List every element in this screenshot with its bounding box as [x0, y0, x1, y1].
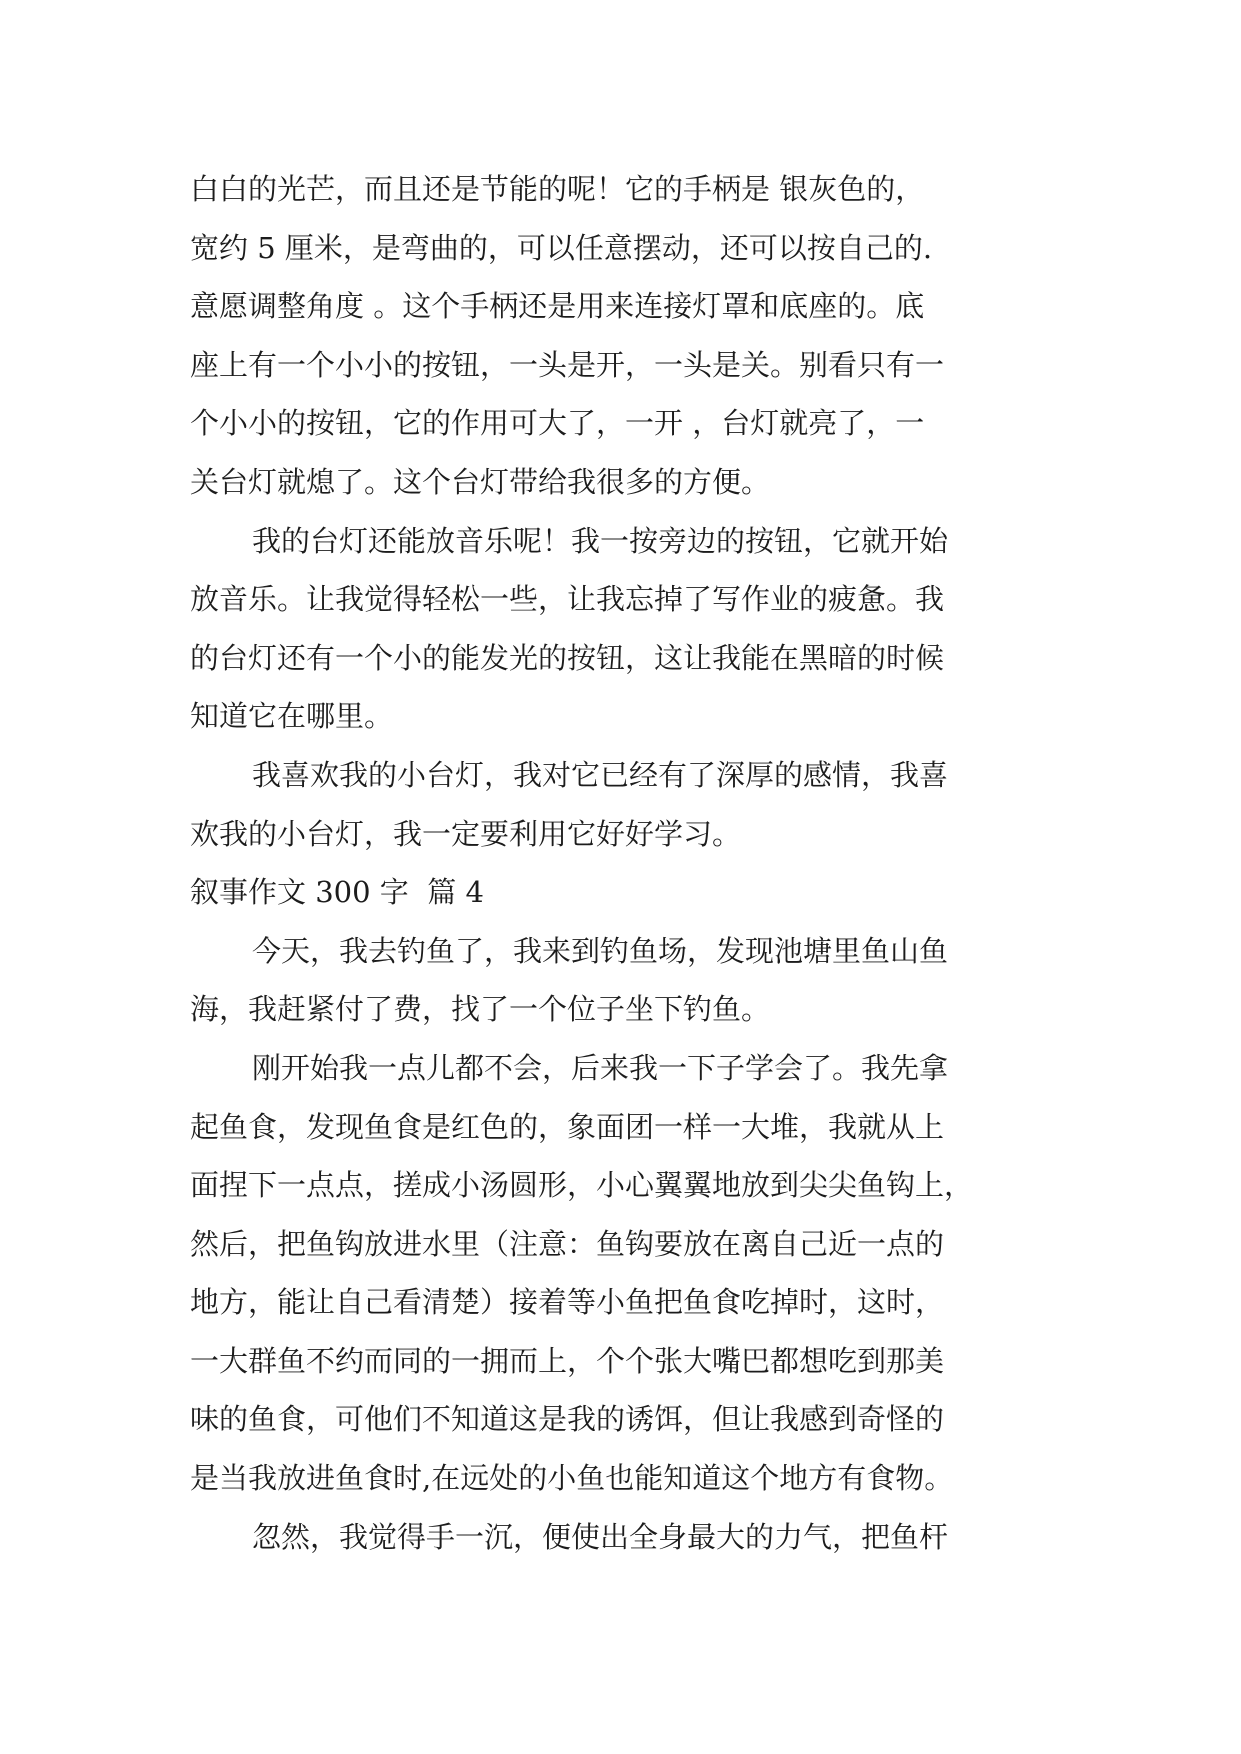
text-line: 我喜欢我的小台灯，我对它已经有了深厚的感情，我喜 — [252, 757, 949, 792]
paragraph-lamp-description — [190, 160, 1060, 512]
text-line: 放音乐。让我觉得轻松一些，让我忘掉了写作业的疲惫。我 — [190, 582, 945, 617]
text-line: 个小小的按钮，它的作用可大了，一开 ，台灯就亮了，一 — [190, 406, 925, 441]
text-line: 地方，能让自己看清楚）接着等小鱼把鱼食吃掉时，这时， — [190, 1285, 945, 1320]
essay-heading — [190, 863, 1060, 922]
paragraph-fishing-process — [190, 1039, 1060, 1508]
text-line: 我的台灯还能放音乐呢！我一按旁边的按钮，它就开始 — [252, 523, 949, 558]
text-line: 忽然，我觉得手一沉，便使出全身最大的力气，把鱼杆 — [252, 1519, 949, 1554]
text-line: 然后，把鱼钩放进水里（注意：鱼钩要放在离自己近一点的 — [190, 1226, 945, 1261]
paragraph-lamp-conclusion — [190, 746, 1060, 863]
text-line: 知道它在哪里。 — [190, 699, 394, 734]
document-body — [190, 160, 1060, 1566]
text-line: 味的鱼食，可他们不知道这是我的诱饵，但让我感到奇怪的 — [190, 1402, 945, 1437]
text-line: 欢我的小台灯，我一定要利用它好好学习。 — [190, 816, 742, 851]
paragraph-lamp-music — [190, 512, 1060, 746]
paragraph-fishing-intro — [190, 922, 1060, 1039]
text-line: 关台灯就熄了。这个台灯带给我很多的方便。 — [190, 464, 771, 499]
text-line: 刚开始我一点儿都不会，后来我一下子学会了。我先拿 — [252, 1050, 949, 1085]
text-line: 白白的光芒，而且还是节能的呢！它的手柄是 银灰色的， — [190, 172, 925, 206]
text-line: 海，我赶紧付了费，找了一个位子坐下钓鱼。 — [190, 992, 771, 1027]
section-title: 叙事作文 300 字 篇 4 — [190, 875, 484, 910]
text-line: 座上有一个小小的按钮，一头是开，一头是关。别看只有一 — [190, 347, 945, 382]
text-line: 起鱼食，发现鱼食是红色的，象面团一样一大堆，我就从上 — [190, 1109, 945, 1144]
text-line: 的台灯还有一个小的能发光的按钮，这让我能在黑暗的时候 — [190, 640, 945, 675]
text-line: 宽约 5 厘米，是弯曲的，可以任意摆动，还可以按自己的. — [190, 230, 933, 265]
text-line: 是当我放进鱼食时,在远处的小鱼也能知道这个地方有食物。 — [190, 1461, 954, 1496]
text-line: 面捏下一点点，搓成小汤圆形，小心翼翼地放到尖尖鱼钩上， — [190, 1168, 974, 1203]
text-line: 今天，我去钓鱼了，我来到钓鱼场，发现池塘里鱼山鱼 — [252, 933, 949, 968]
text-line: 意愿调整角度 。这个手柄还是用来连接灯罩和底座的。底 — [190, 289, 925, 324]
text-line: 一大群鱼不约而同的一拥而上，个个张大嘴巴都想吃到那美 — [190, 1343, 945, 1378]
paragraph-fishing-catch — [190, 1508, 1060, 1567]
